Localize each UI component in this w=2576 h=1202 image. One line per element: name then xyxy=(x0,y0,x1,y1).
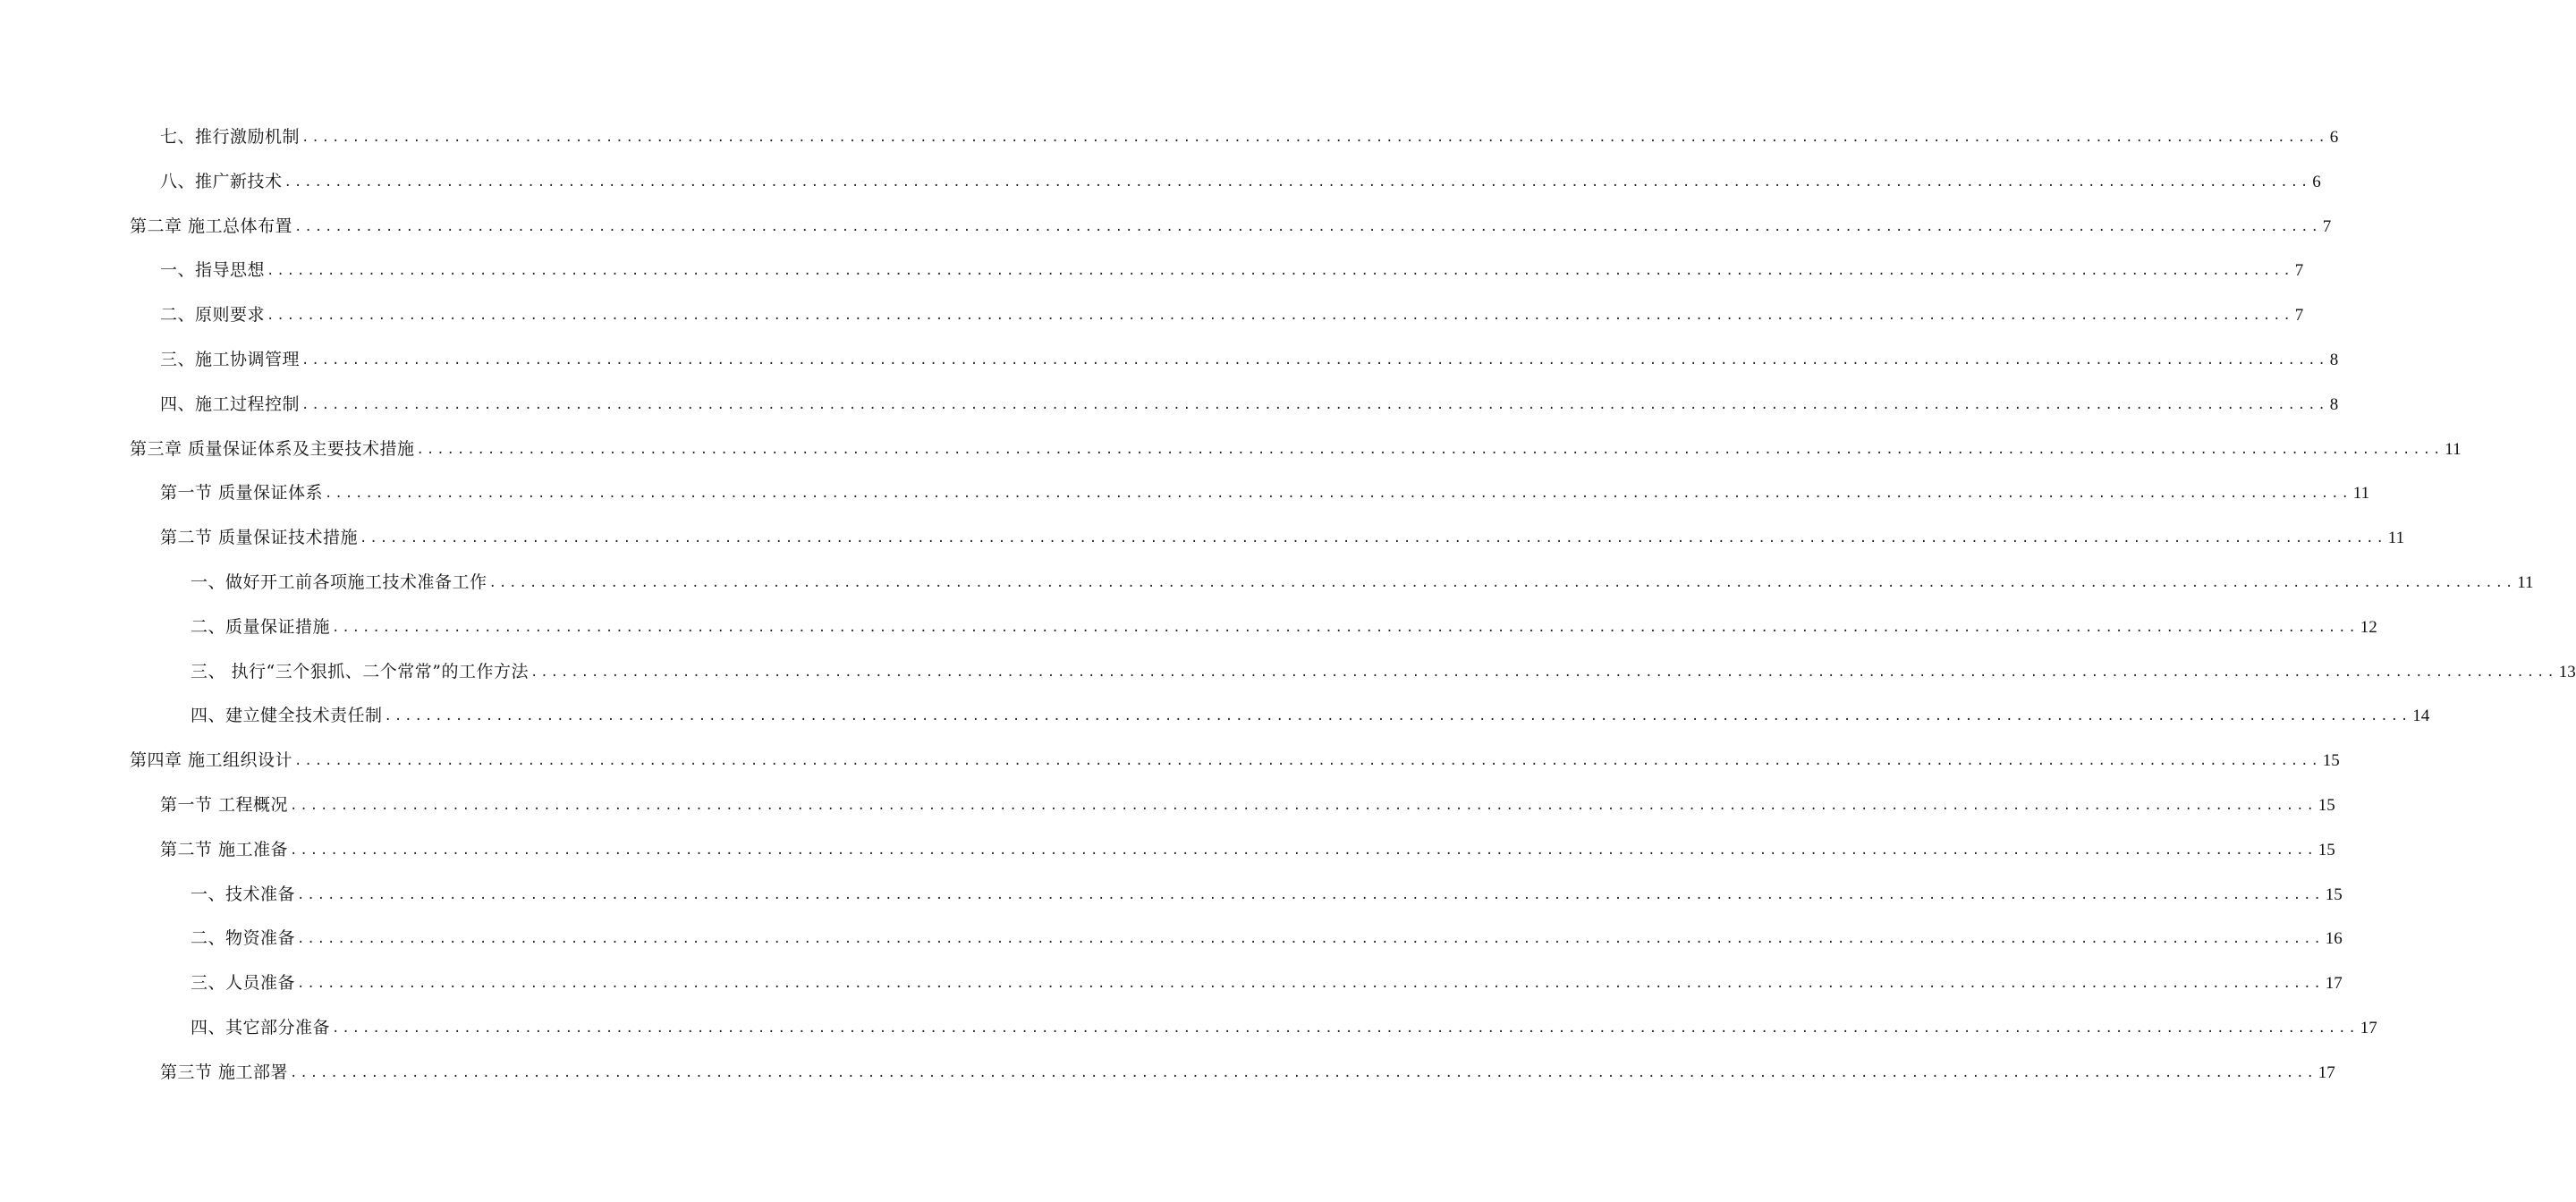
toc-entry-page-number[interactable]: 12 xyxy=(2360,617,2377,637)
toc-entry[interactable] xyxy=(0,960,2343,1004)
toc-dot-leader: ........................................................................................................................................................................................................ xyxy=(332,620,2359,635)
toc-entry-page-number[interactable]: 8 xyxy=(2329,394,2339,414)
toc-entry-line xyxy=(160,349,2339,372)
toc-entry[interactable] xyxy=(0,692,2430,737)
toc-dot-leader: ........................................................................................................................................................................................................ xyxy=(294,219,2321,234)
toc-entry-page-number[interactable]: 16 xyxy=(2325,929,2343,949)
toc-entry-line xyxy=(160,259,2304,283)
toc-entry-title[interactable]: 七、推行激励机制 xyxy=(160,127,301,147)
toc-entry-page-number[interactable]: 15 xyxy=(2322,751,2340,771)
toc-entry-title[interactable]: 二、原则要求 xyxy=(160,305,266,326)
toc-entry-line xyxy=(160,527,2405,550)
toc-entry-title[interactable]: 二、质量保证措施 xyxy=(191,616,331,637)
toc-entry-title[interactable]: 一、做好开工前各项施工技术准备工作 xyxy=(191,571,487,592)
toc-dot-leader: ........................................................................................................................................................................................................ xyxy=(290,798,2317,813)
toc-entry[interactable] xyxy=(0,1004,2377,1049)
toc-entry-title[interactable]: 三、人员准备 xyxy=(191,973,296,994)
toc-entry[interactable] xyxy=(0,470,2370,514)
toc-entry-page-number[interactable]: 15 xyxy=(2325,885,2343,904)
toc-entry-line xyxy=(191,1017,2377,1040)
toc-entry[interactable] xyxy=(0,514,2405,559)
toc-entry-page-number[interactable]: 17 xyxy=(2325,974,2343,994)
toc-dot-leader: ........................................................................................................................................................................................................ xyxy=(297,977,2324,992)
toc-dot-leader: ........................................................................................................................................................................................................ xyxy=(384,709,2411,724)
toc-entry-line xyxy=(191,972,2343,995)
toc-dot-leader: ........................................................................................................................................................................................................ xyxy=(284,174,2311,190)
toc-dot-leader: ........................................................................................................................................................................................................ xyxy=(530,664,2557,680)
toc-entry-line xyxy=(160,1062,2335,1085)
toc-dot-leader: ........................................................................................................................................................................................................ xyxy=(301,131,2328,145)
toc-dot-leader: ........................................................................................................................................................................................................ xyxy=(290,842,2317,858)
toc-entry-title[interactable]: 三、 执行“三个狠抓、二个常常”的工作方法 xyxy=(191,661,529,681)
toc-dot-leader: ........................................................................................................................................................................................................ xyxy=(301,397,2328,412)
toc-entry-title[interactable]: 二、物资准备 xyxy=(191,928,296,949)
toc-entry-page-number[interactable]: 15 xyxy=(2318,795,2335,815)
toc-entry-title[interactable]: 第二节 施工准备 xyxy=(160,839,289,859)
toc-entry[interactable] xyxy=(0,604,2377,648)
toc-entry[interactable] xyxy=(0,871,2343,916)
toc-entry[interactable] xyxy=(0,381,2339,426)
toc-entry-title[interactable]: 第一节 工程概况 xyxy=(160,794,289,815)
toc-entry-line xyxy=(130,216,2332,239)
toc-entry-page-number[interactable]: 8 xyxy=(2329,350,2339,369)
toc-entry[interactable] xyxy=(0,114,2339,158)
toc-dot-leader: ........................................................................................................................................................................................................ xyxy=(267,309,2293,324)
toc-entry-line xyxy=(130,749,2340,773)
toc-entry-title[interactable]: 一、技术准备 xyxy=(191,884,296,904)
toc-entry-line xyxy=(160,304,2304,327)
toc-entry-title[interactable]: 第一节 质量保证体系 xyxy=(160,483,324,504)
table-of-contents xyxy=(0,114,2576,1094)
toc-entry-page-number[interactable]: 6 xyxy=(2312,172,2321,191)
toc-entry-line xyxy=(191,661,2576,684)
toc-entry-page-number[interactable]: 13 xyxy=(2558,662,2576,681)
toc-entry-title[interactable]: 第四章 施工组织设计 xyxy=(130,750,293,771)
toc-entry-line xyxy=(191,705,2430,728)
toc-entry-title[interactable]: 第三节 施工部署 xyxy=(160,1062,289,1082)
toc-entry[interactable] xyxy=(0,426,2462,470)
toc-entry[interactable] xyxy=(0,158,2321,203)
toc-entry-line xyxy=(160,794,2335,817)
toc-entry-title[interactable]: 三、施工协调管理 xyxy=(160,349,301,369)
toc-dot-leader: ........................................................................................................................................................................................................ xyxy=(416,442,2444,457)
toc-entry-page-number[interactable]: 11 xyxy=(2517,572,2534,592)
toc-entry[interactable] xyxy=(0,247,2304,292)
toc-entry-line xyxy=(130,438,2462,461)
toc-entry-title[interactable]: 第三章 质量保证体系及主要技术措施 xyxy=(130,438,415,459)
toc-entry-page-number[interactable]: 14 xyxy=(2412,707,2430,726)
toc-entry-page-number[interactable]: 11 xyxy=(2352,484,2370,504)
toc-entry-page-number[interactable]: 17 xyxy=(2318,1062,2335,1082)
toc-entry[interactable] xyxy=(0,1049,2335,1094)
toc-entry-line xyxy=(160,126,2339,149)
toc-entry[interactable] xyxy=(0,737,2340,782)
toc-entry-line xyxy=(191,927,2343,951)
toc-entry-title[interactable]: 四、其它部分准备 xyxy=(191,1017,331,1037)
toc-dot-leader: ........................................................................................................................................................................................................ xyxy=(297,932,2324,947)
toc-entry[interactable] xyxy=(0,559,2534,604)
toc-entry-title[interactable]: 四、施工过程控制 xyxy=(160,394,301,414)
toc-entry-title[interactable]: 四、建立健全技术责任制 xyxy=(191,706,383,726)
toc-dot-leader: ........................................................................................................................................................................................................ xyxy=(325,487,2351,502)
toc-entry-title[interactable]: 第二章 施工总体布置 xyxy=(130,216,293,236)
toc-entry[interactable] xyxy=(0,915,2343,960)
toc-entry[interactable] xyxy=(0,826,2335,871)
toc-entry-page-number[interactable]: 7 xyxy=(2294,261,2304,281)
toc-entry-page-number[interactable]: 7 xyxy=(2294,306,2304,326)
toc-dot-leader: ........................................................................................................................................................................................................ xyxy=(332,1020,2359,1036)
toc-entry-page-number[interactable]: 6 xyxy=(2329,128,2339,147)
toc-entry-line xyxy=(160,839,2335,862)
toc-dot-leader: ........................................................................................................................................................................................................ xyxy=(297,887,2324,902)
toc-dot-leader: ........................................................................................................................................................................................................ xyxy=(301,352,2328,368)
toc-entry[interactable] xyxy=(0,782,2335,826)
toc-entry[interactable] xyxy=(0,648,2576,693)
toc-entry-line xyxy=(191,884,2343,907)
toc-entry-title[interactable]: 一、指导思想 xyxy=(160,260,266,281)
toc-dot-leader: ........................................................................................................................................................................................................ xyxy=(360,531,2386,546)
toc-entry-page-number[interactable]: 7 xyxy=(2322,216,2332,236)
toc-entry-line xyxy=(160,482,2370,505)
toc-entry[interactable] xyxy=(0,336,2339,381)
toc-dot-leader: ........................................................................................................................................................................................................ xyxy=(488,575,2516,590)
toc-entry-line xyxy=(191,571,2534,595)
toc-entry-page-number[interactable]: 17 xyxy=(2360,1018,2377,1037)
toc-entry-line xyxy=(160,171,2321,194)
toc-entry-page-number[interactable]: 11 xyxy=(2445,439,2462,459)
toc-entry-title[interactable]: 第二节 质量保证技术措施 xyxy=(160,528,359,548)
toc-entry-line xyxy=(191,616,2377,639)
toc-dot-leader: ........................................................................................................................................................................................................ xyxy=(294,754,2321,769)
toc-entry[interactable] xyxy=(0,292,2304,336)
toc-dot-leader: ........................................................................................................................................................................................................ xyxy=(290,1065,2317,1080)
toc-entry-title[interactable]: 八、推广新技术 xyxy=(160,171,283,191)
toc-dot-leader: ........................................................................................................................................................................................................ xyxy=(267,264,2293,279)
toc-entry-page-number[interactable]: 15 xyxy=(2318,840,2335,859)
toc-entry-page-number[interactable]: 11 xyxy=(2387,529,2405,548)
toc-entry[interactable] xyxy=(0,203,2332,248)
toc-entry-line xyxy=(160,394,2339,417)
